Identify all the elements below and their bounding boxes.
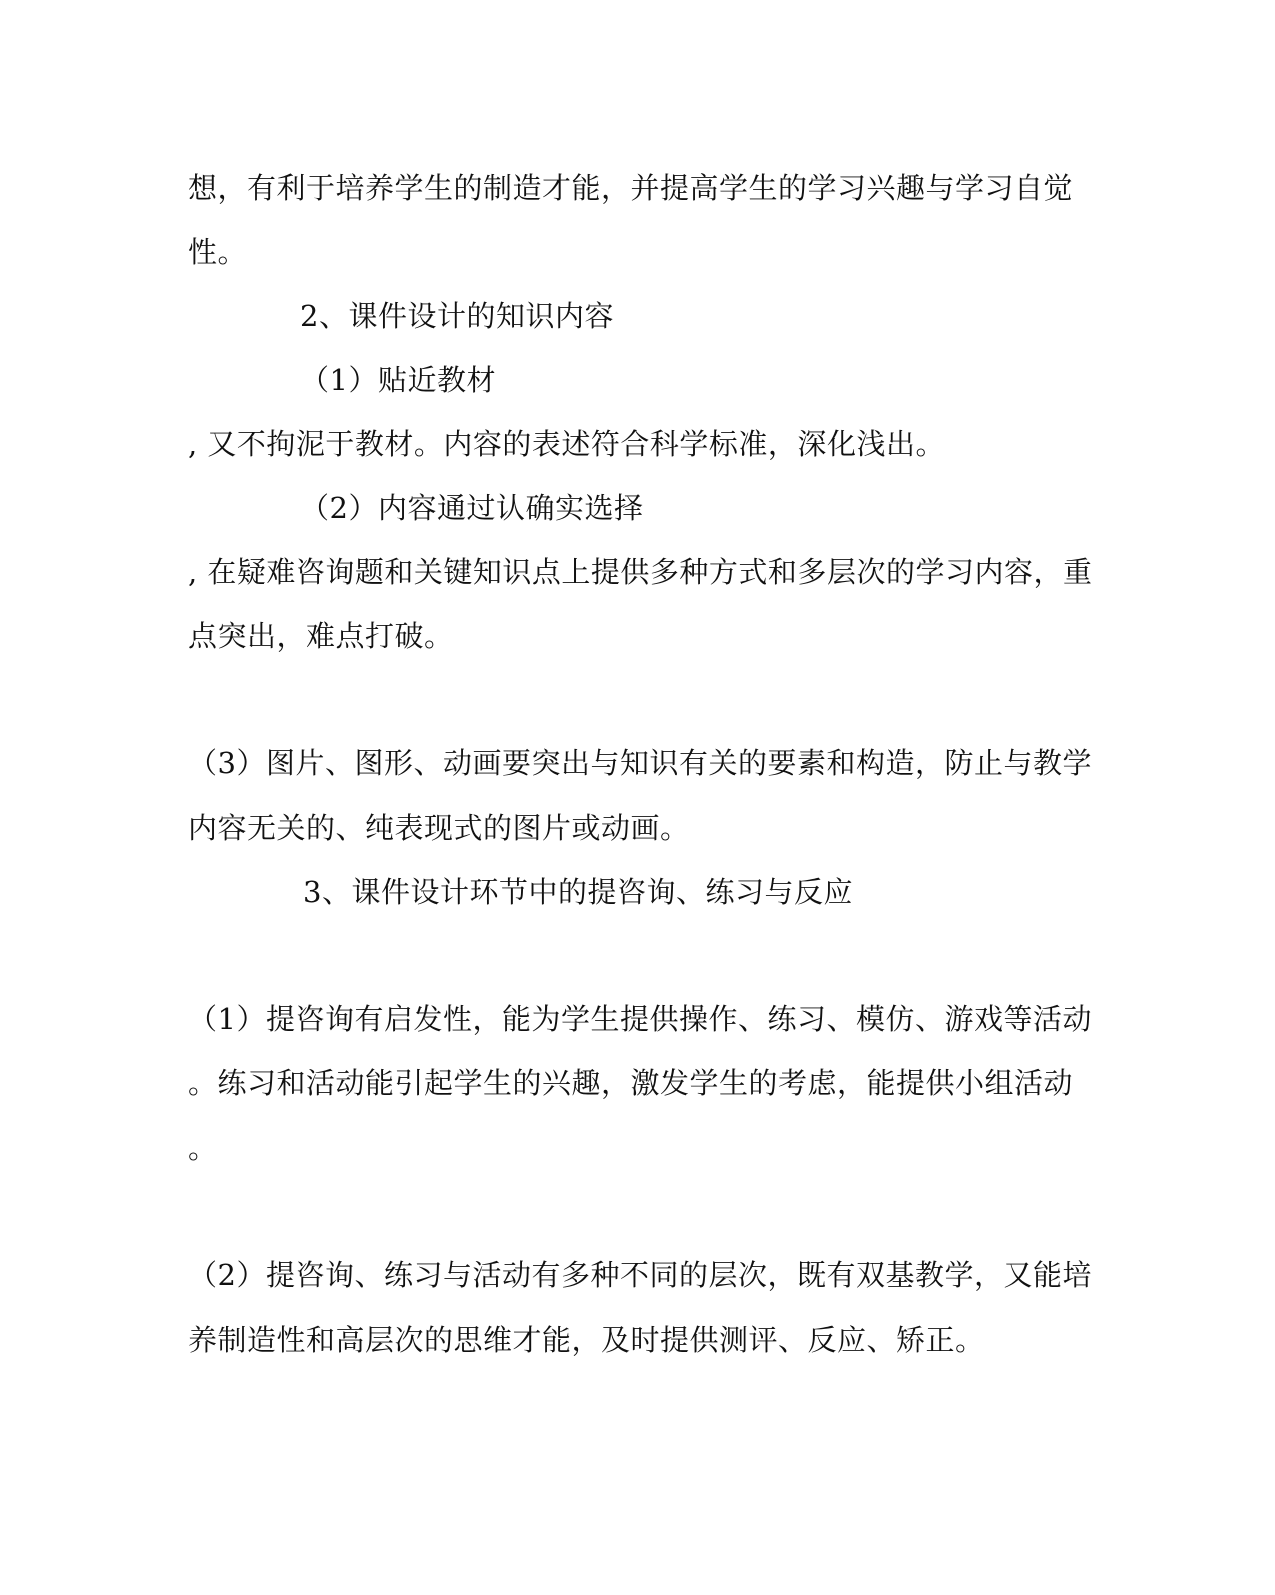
subsection-heading: （2）内容通过认确实选择	[300, 491, 644, 525]
paragraph-line: 点突出，难点打破。	[188, 619, 454, 653]
paragraph-line: 。练习和活动能引起学生的兴趣，激发学生的考虑，能提供小组活动	[188, 1066, 1074, 1100]
subsection-heading: （1）贴近教材	[300, 363, 496, 397]
paragraph-line: （3）图片、图形、动画要突出与知识有关的要素和构造，防止与教学	[188, 746, 1092, 780]
paragraph-line: （1）提咨询有启发性，能为学生提供操作、练习、模仿、游戏等活动	[188, 1002, 1092, 1036]
paragraph-line: , 在疑难咨询题和关键知识点上提供多种方式和多层次的学习内容，重	[188, 555, 1093, 589]
paragraph-line: （2）提咨询、练习与活动有多种不同的层次，既有双基教学，又能培	[188, 1258, 1092, 1292]
paragraph-line: 。	[188, 1131, 218, 1165]
paragraph-line: , 又不拘泥于教材。内容的表述符合科学标准，深化浅出。	[188, 427, 945, 461]
paragraph-line: 想，有利于培养学生的制造才能，并提高学生的学习兴趣与学习自觉	[188, 171, 1074, 205]
section-heading: 3、课件设计环节中的提咨询、练习与反应	[303, 875, 853, 909]
paragraph-line: 内容无关的、纯表现式的图片或动画。	[188, 811, 690, 845]
paragraph-line: 性。	[188, 235, 248, 269]
section-heading: 2、课件设计的知识内容	[300, 299, 614, 333]
paragraph-line: 养制造性和高层次的思维才能，及时提供测评、反应、矫正。	[188, 1323, 985, 1357]
